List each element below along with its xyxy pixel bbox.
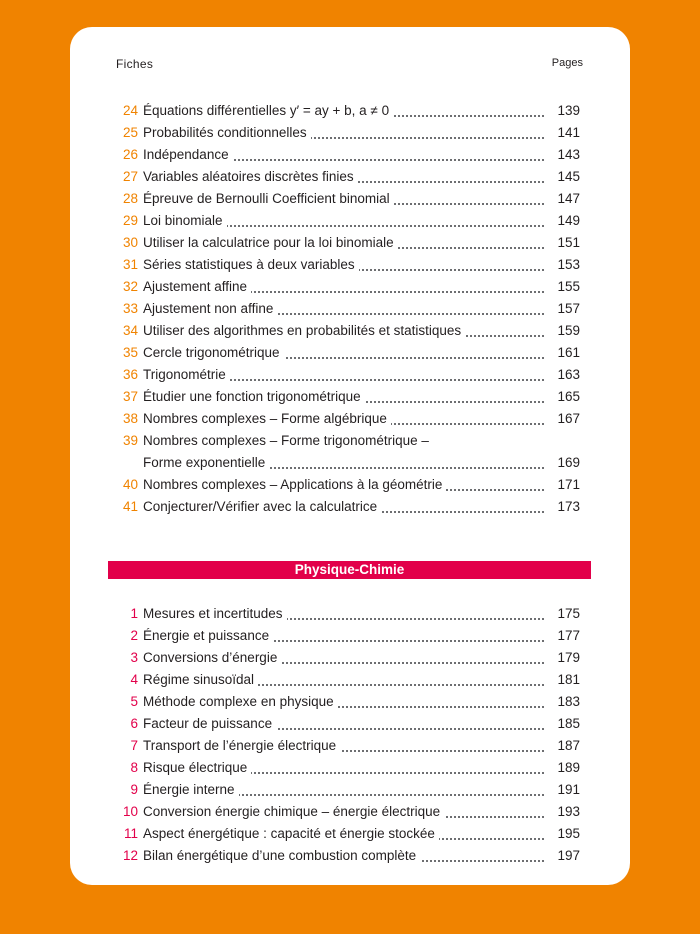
toc-entry-number: 31 [122,257,138,272]
toc-entry-title: Nombres complexes – Forme trigonométrique – [143,433,433,448]
toc-entry-title: Risque électrique [143,760,251,775]
toc-entry[interactable] [108,735,580,757]
toc-entry-title-wrap [143,276,544,298]
toc-entry-page: 185 [557,716,580,731]
toc-entry-page: 193 [557,804,580,819]
toc-entry-number: 24 [122,103,138,118]
toc-entry-number: 40 [122,477,138,492]
toc-entry-title: Mesures et incertitudes [143,606,287,621]
toc-entry-title-wrap [143,364,544,386]
toc-entry-number: 41 [122,499,138,514]
toc-entry-title: Conversion énergie chimique – énergie électrique [143,804,444,819]
math-toc-list [108,100,580,518]
toc-entry-number: 12 [122,848,138,863]
toc-entry[interactable] [108,713,580,735]
toc-entry-title-wrap [143,254,544,276]
toc-entry-title-wrap [143,210,544,232]
toc-entry-page: 187 [557,738,580,753]
toc-entry-page: 189 [557,760,580,775]
toc-entry-title-wrap [143,735,544,757]
toc-entry-title: Aspect énergétique : capacité et énergie stockée [143,826,439,841]
toc-entry-title-wrap [143,166,544,188]
toc-entry-title-wrap [143,801,544,823]
toc-entry-number: 35 [122,345,138,360]
toc-entry-title: Régime sinusoïdal [143,672,258,687]
toc-entry-title: Nombres complexes – Forme algébrique [143,411,391,426]
toc-entry-number: 33 [122,301,138,316]
toc-entry[interactable] [108,691,580,713]
toc-entry-title-wrap [143,298,544,320]
toc-entry-page: 191 [557,782,580,797]
toc-entry-page: 141 [557,125,580,140]
toc-card [70,27,630,885]
toc-entry-number: 32 [122,279,138,294]
toc-entry-title-wrap [143,779,544,801]
toc-entry-page: 173 [557,499,580,514]
toc-entry[interactable] [108,669,580,691]
toc-entry-title: Probabilités conditionnelles [143,125,311,140]
toc-entry-title-wrap [143,122,544,144]
toc-entry-title-wrap [143,496,544,518]
toc-entry-title-wrap [143,713,544,735]
toc-entry-title: Bilan énergétique d’une combustion complète [143,848,420,863]
toc-entry-page: 177 [557,628,580,643]
toc-entry-title-wrap [143,320,544,342]
toc-entry-page: 169 [557,455,580,470]
toc-entry-title: Cercle trigonométrique [143,345,284,360]
toc-entry-page: 179 [557,650,580,665]
toc-entry[interactable] [108,625,580,647]
toc-header [116,57,583,75]
toc-entry[interactable] [108,430,580,452]
toc-entry-title: Nombres complexes – Applications à la géométrie [143,477,446,492]
toc-entry-page: 147 [557,191,580,206]
toc-entry-page: 183 [557,694,580,709]
toc-entry-page: 171 [557,477,580,492]
toc-entry[interactable] [108,757,580,779]
toc-entry-title: Conversions d’énergie [143,650,281,665]
toc-entry-number: 38 [122,411,138,426]
fiches-label: Fiches [116,57,154,71]
toc-entry-title: Ajustement non affine [143,301,277,316]
toc-entry-title-wrap [143,474,544,496]
toc-entry-number: 26 [122,147,138,162]
toc-entry[interactable] [108,647,580,669]
toc-entry[interactable] [108,276,580,298]
toc-entry-page: 149 [557,213,580,228]
toc-entry[interactable] [108,386,580,408]
toc-entry-number: 30 [122,235,138,250]
toc-entry-title-wrap [143,232,544,254]
toc-entry-title-wrap [143,647,544,669]
toc-entry-number: 9 [130,782,138,797]
toc-entry[interactable] [108,801,580,823]
toc-entry-title: Méthode complexe en physique [143,694,338,709]
toc-entry-page: 167 [557,411,580,426]
toc-entry[interactable] [108,210,580,232]
toc-entry-number: 8 [130,760,138,775]
pages-label: Pages [551,57,583,69]
toc-entry[interactable] [108,254,580,276]
toc-entry-page: 155 [557,279,580,294]
toc-entry-page: 143 [557,147,580,162]
toc-entry-page: 165 [557,389,580,404]
toc-entry-number: 36 [122,367,138,382]
toc-entry-title: Énergie et puissance [143,628,273,643]
toc-entry-number: 25 [122,125,138,140]
toc-entry-title-wrap [143,691,544,713]
toc-entry-number: 6 [130,716,138,731]
toc-entry-number: 29 [122,213,138,228]
toc-entry-title-wrap [143,845,544,867]
toc-entry[interactable] [108,452,580,474]
toc-entry-title: Transport de l’énergie électrique [143,738,340,753]
toc-entry[interactable] [108,298,580,320]
toc-entry-title-wrap [143,823,544,845]
toc-entry-page: 195 [557,826,580,841]
toc-entry-title-wrap [143,342,544,364]
toc-entry-number: 37 [122,389,138,404]
toc-entry-page: 151 [557,235,580,250]
toc-entry-number: 2 [130,628,138,643]
toc-entry[interactable] [108,166,580,188]
toc-entry-page: 161 [557,345,580,360]
toc-entry[interactable] [108,122,580,144]
toc-entry[interactable] [108,100,580,122]
toc-entry[interactable] [108,232,580,254]
toc-entry-page: 159 [557,323,580,338]
toc-entry-number: 3 [130,650,138,665]
toc-entry-title: Utiliser des algorithmes en probabilités et statistiques [143,323,465,338]
toc-entry-title: Trigonométrie [143,367,230,382]
toc-entry-page: 145 [557,169,580,184]
toc-entry-title-wrap [143,669,544,691]
toc-entry-title: Épreuve de Bernoulli Coefficient binomial [143,191,394,206]
toc-entry-title-wrap [143,386,544,408]
toc-entry[interactable] [108,342,580,364]
toc-entry-title-wrap [143,100,544,122]
toc-entry-title-wrap [143,625,544,647]
toc-entry-title: Conjecturer/Vérifier avec la calculatrice [143,499,381,514]
toc-entry-title-wrap [143,603,544,625]
toc-entry-number: 28 [122,191,138,206]
toc-entry[interactable] [108,144,580,166]
toc-entry-number: 39 [122,433,138,448]
toc-entry[interactable] [108,408,580,430]
toc-entry-title: Loi binomiale [143,213,227,228]
toc-entry-title-wrap [143,430,544,452]
toc-entry-title: Énergie interne [143,782,239,797]
toc-entry-number: 4 [130,672,138,687]
toc-entry-title: Étudier une fonction trigonométrique [143,389,365,404]
toc-entry-page: 175 [557,606,580,621]
toc-entry-title-wrap [143,188,544,210]
physics-toc-list [108,603,580,867]
toc-entry[interactable] [108,188,580,210]
toc-entry[interactable] [108,845,580,867]
toc-entry-title: Utiliser la calculatrice pour la loi binomiale [143,235,398,250]
toc-entry-number: 5 [130,694,138,709]
toc-entry-title: Facteur de puissance [143,716,276,731]
toc-entry-page: 197 [557,848,580,863]
toc-entry[interactable] [108,779,580,801]
toc-entry[interactable] [108,320,580,342]
toc-entry[interactable] [108,823,580,845]
toc-entry-title-wrap [143,144,544,166]
physique-chimie-section-header: Physique-Chimie [108,561,591,579]
toc-entry[interactable] [108,603,580,625]
toc-entry[interactable] [108,364,580,386]
toc-entry[interactable] [108,474,580,496]
toc-entry-title: Variables aléatoires discrètes finies [143,169,358,184]
toc-entry-title: Ajustement affine [143,279,251,294]
toc-entry-number: 11 [123,826,138,841]
toc-entry-number: 10 [122,804,138,819]
toc-entry-page: 157 [557,301,580,316]
toc-entry-title: Équations différentielles y′ = ay + b, a ≠ 0 [143,103,393,118]
toc-entry-page: 181 [557,672,580,687]
toc-entry-number: 7 [130,738,138,753]
toc-entry-title: Séries statistiques à deux variables [143,257,359,272]
toc-entry-page: 139 [557,103,580,118]
toc-entry[interactable] [108,496,580,518]
toc-entry-number: 27 [122,169,138,184]
toc-entry-page: 163 [557,367,580,382]
toc-entry-title-wrap [143,452,544,474]
toc-entry-title: Forme exponentielle [143,455,269,470]
toc-entry-page: 153 [557,257,580,272]
toc-entry-title-wrap [143,757,544,779]
toc-entry-number: 34 [122,323,138,338]
toc-entry-title: Indépendance [143,147,233,162]
toc-entry-number: 1 [130,606,138,621]
toc-entry-title-wrap [143,408,544,430]
